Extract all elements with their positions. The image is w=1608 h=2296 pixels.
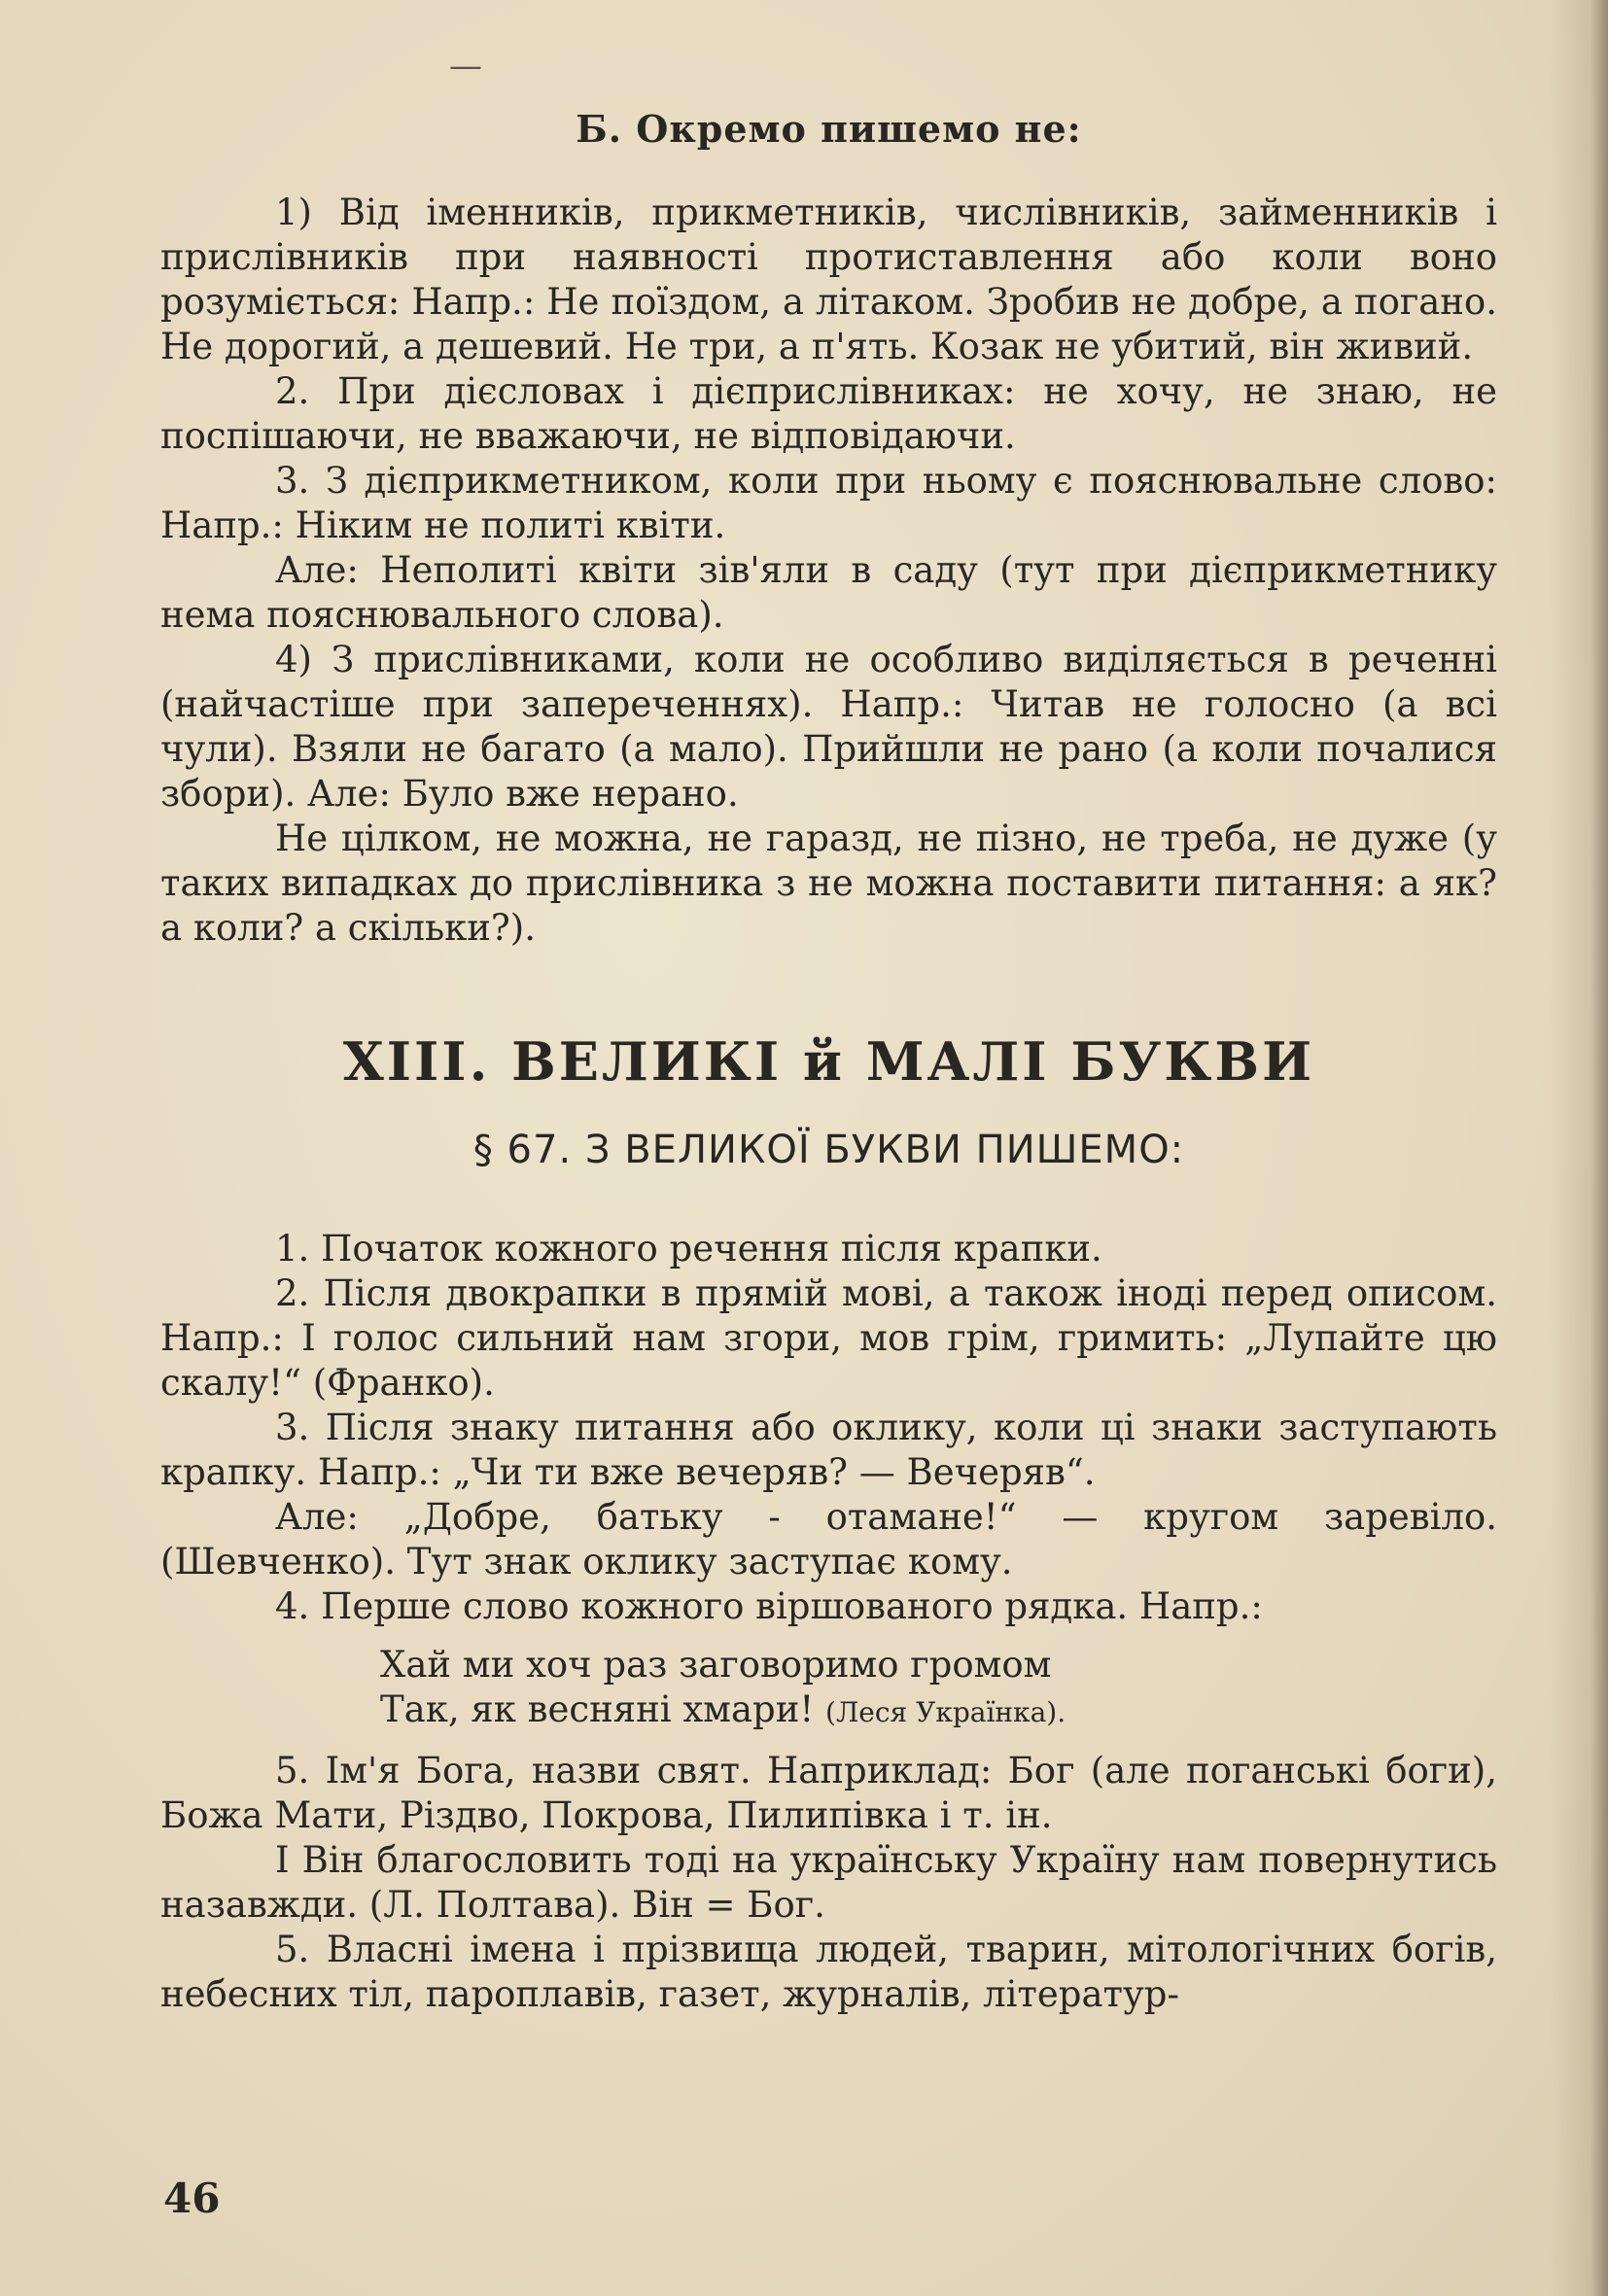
paragraph-67-3: 3. Після знаку питання або оклику, коли ці знаки заступають крапку. Напр.: „Чи ти вже вечеряв? — Вечеряв“. bbox=[160, 1407, 1497, 1493]
page-number: 46 bbox=[163, 2174, 221, 2222]
paragraph-67-5a-example: І Він благословить тоді на українську Україну нам повернутись назавжди. (Л. Полтава). Він = Бог. bbox=[160, 1839, 1497, 1926]
paragraph-67-4: 4. Перше слово кожного віршованого рядка. Напр.: bbox=[275, 1585, 1263, 1627]
paragraph-b2: 2. При дієсловах і дієприслівниках: не хочу, не знаю, не поспішаючи, не вважаючи, не відповідаючи. bbox=[160, 370, 1497, 457]
verse-line-2 bbox=[380, 1687, 1497, 1735]
paragraph-67-1: 1. Початок кожного речення після крапки. bbox=[275, 1228, 1102, 1270]
paragraph-67-3-note: Але: „Добре, батьку - отамане!“ — кругом заревіло. (Шевченко). Тут знак оклику заступає кому. bbox=[160, 1496, 1497, 1583]
verse-source: (Леся Українка). bbox=[825, 1696, 1066, 1728]
paragraph-b3: 3. З дієприкметником, коли при ньому є пояснювальне слово: Напр.: Ніким не политі квіти. bbox=[160, 460, 1497, 546]
page-content bbox=[160, 107, 1497, 2017]
verse-quote bbox=[380, 1643, 1497, 1735]
subheading-b: Б. Окремо пишемо не: bbox=[576, 107, 1082, 151]
paragraph-67-5a: 5. Ім'я Бога, назви свят. Наприклад: Бог (але поганські боги), Божа Мати, Різдво, Покрова, Пилипівка і т. ін. bbox=[160, 1750, 1497, 1836]
top-mark: — bbox=[449, 47, 482, 86]
page-edge-shadow bbox=[1550, 0, 1608, 2296]
chapter-title: XIII. ВЕЛИКІ й МАЛІ БУКВИ bbox=[342, 1030, 1315, 1093]
verse-line-2-text: Так, як весняні хмари! bbox=[380, 1688, 815, 1730]
paragraph-b4: 4) З прислівниками, коли не особливо виділяється в реченні (найчастіше при запереченнях). Напр.: Читав не голосно (а всі чули). Взяли не багато (а мало). Прийшли не рано (а коли почалися збори). Але: Було вже нерано. bbox=[160, 639, 1497, 815]
paragraph-67-5b: 5. Власні імена і прізвища людей, тварин, мітологічних богів, небесних тіл, пароплавів, газет, журналів, літератур- bbox=[160, 1929, 1497, 2015]
verse-line-1: Хай ми хоч раз заговоримо громом bbox=[380, 1644, 1052, 1686]
paragraph-b4-note: Не цілком, не можна, не гаразд, не пізно, не треба, не дуже (у таких випадках до прислівника з не можна поставити питання: а як? а коли? а скільки?). bbox=[160, 818, 1497, 949]
paragraph-b1: 1) Від іменників, прикметників, числівників, займенників і прислівників при наявності протиставлення або коли воно розуміється: Напр.: Не поїздом, а літаком. Зробив не добре, а погано. Не дорогий, а дешевий. Не три, а п'ять. Козак не убитий, він живий. bbox=[160, 191, 1497, 367]
section-title: § 67. З ВЕЛИКОЇ БУКВИ ПИШЕМО: bbox=[472, 1128, 1185, 1172]
paragraph-b3-note: Але: Неполиті квіти зів'яли в саду (тут при дієприкметнику нема пояснювального слова). bbox=[160, 549, 1497, 636]
paragraph-67-2: 2. Після двокрапки в прямій мові, а також іноді перед описом. Напр.: І голос сильний нам згори, мов грім, гримить: „Лупайте цю скалу!“ (Франко). bbox=[160, 1272, 1497, 1404]
